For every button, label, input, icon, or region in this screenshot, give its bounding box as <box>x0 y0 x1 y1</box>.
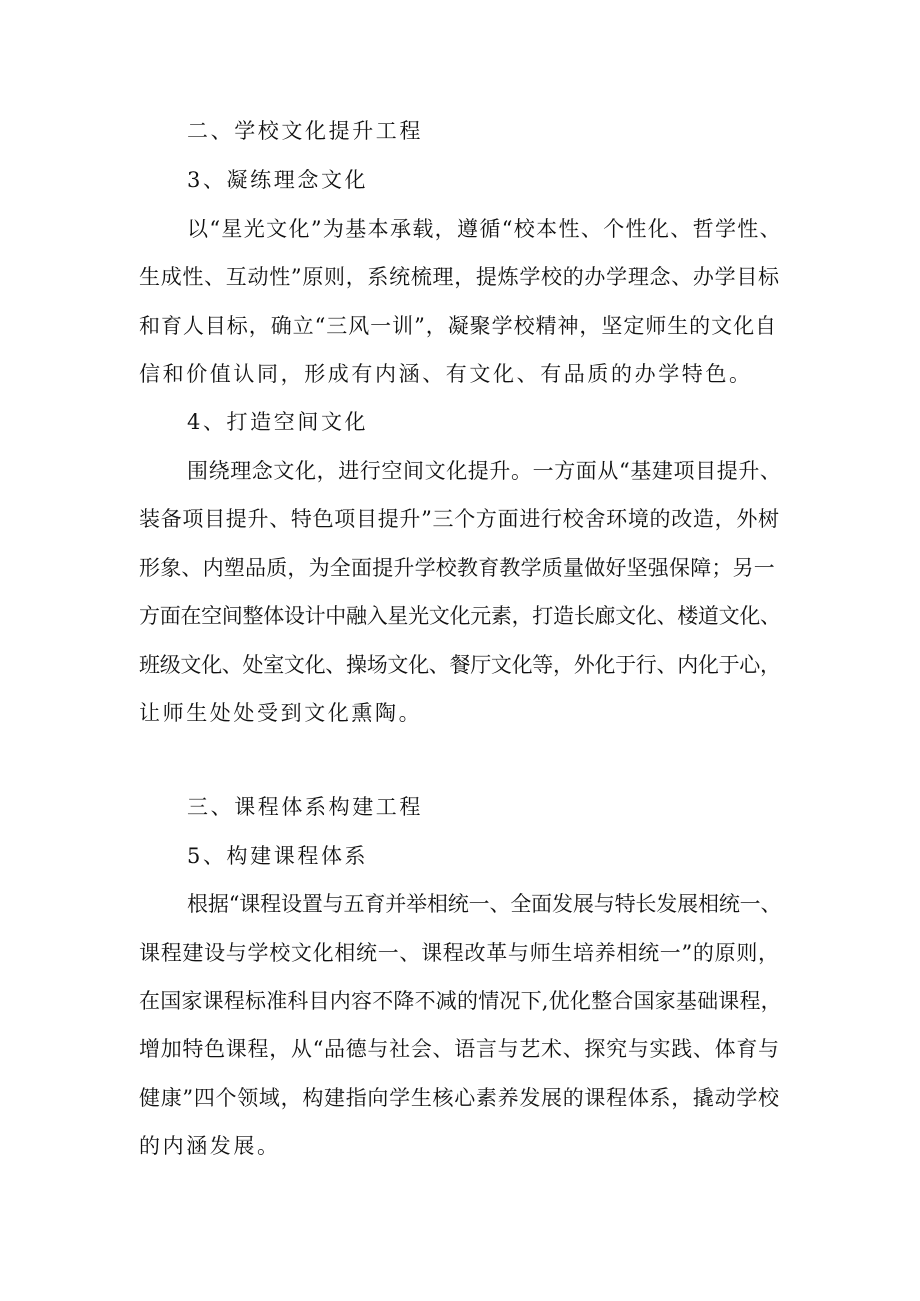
item-5-paragraph-line: 在国家课程标准科目内容不降不减的情况下,优化整合国家基础课程， <box>139 989 782 1013</box>
item-4-title: 4、打造空间文化 <box>187 410 369 434</box>
item-4-paragraph-line: 班级文化、处室文化、操场文化、餐厅文化等，外化于行、内化于心， <box>139 653 781 677</box>
item-5-title: 5、构建课程体系 <box>187 844 369 868</box>
item-3-title: 3、凝练理念文化 <box>187 168 369 192</box>
item-4-paragraph-line: 围绕理念文化，进行空间文化提升。一方面从“基建项目提升、 <box>187 459 782 483</box>
item-5-paragraph-line: 增加特色课程，从“品德与社会、语言与艺术、探究与实践、体育与 <box>139 1037 780 1061</box>
item-5-paragraph-line: 根据“课程设置与五育并举相统一、全面发展与特长发展相统一、 <box>187 892 782 916</box>
item-4-paragraph-line: 装备项目提升、特色项目提升”三个方面进行校舍环境的改造，外树 <box>139 507 780 531</box>
item-3-paragraph-line: 和育人目标，确立“三风一训”，凝聚学校精神，坚定师生的文化自 <box>139 314 777 338</box>
item-4-paragraph-line: 让师生处处受到文化熏陶。 <box>139 701 423 725</box>
item-4-paragraph-line: 方面在空间整体设计中融入星光文化元素，打造长廊文化、楼道文化、 <box>139 604 781 628</box>
item-3-paragraph-line: 以“星光文化”为基本承载，遵循“校本性、个性化、哲学性、 <box>187 217 783 241</box>
item-5-paragraph-line: 的内涵发展。 <box>139 1134 281 1158</box>
item-3-paragraph-line: 信和价值认同，形成有内涵、有文化、有品质的办学特色。 <box>139 362 753 386</box>
item-5-paragraph-line: 课程建设与学校文化相统一、课程改革与师生培养相统一”的原则， <box>139 941 780 965</box>
section-3-heading: 三、课程体系构建工程 <box>187 795 423 819</box>
item-4-paragraph-line: 形象、内塑品质，为全面提升学校教育教学质量做好坚强保障；另一 <box>139 556 775 580</box>
item-3-paragraph-line: 生成性、互动性”原则，系统梳理，提炼学校的办学理念、办学目标 <box>139 265 780 289</box>
section-2-heading: 二、学校文化提升工程 <box>187 119 423 143</box>
item-5-paragraph-line: 健康”四个领域，构建指向学生核心素养发展的课程体系，撬动学校 <box>139 1086 780 1110</box>
